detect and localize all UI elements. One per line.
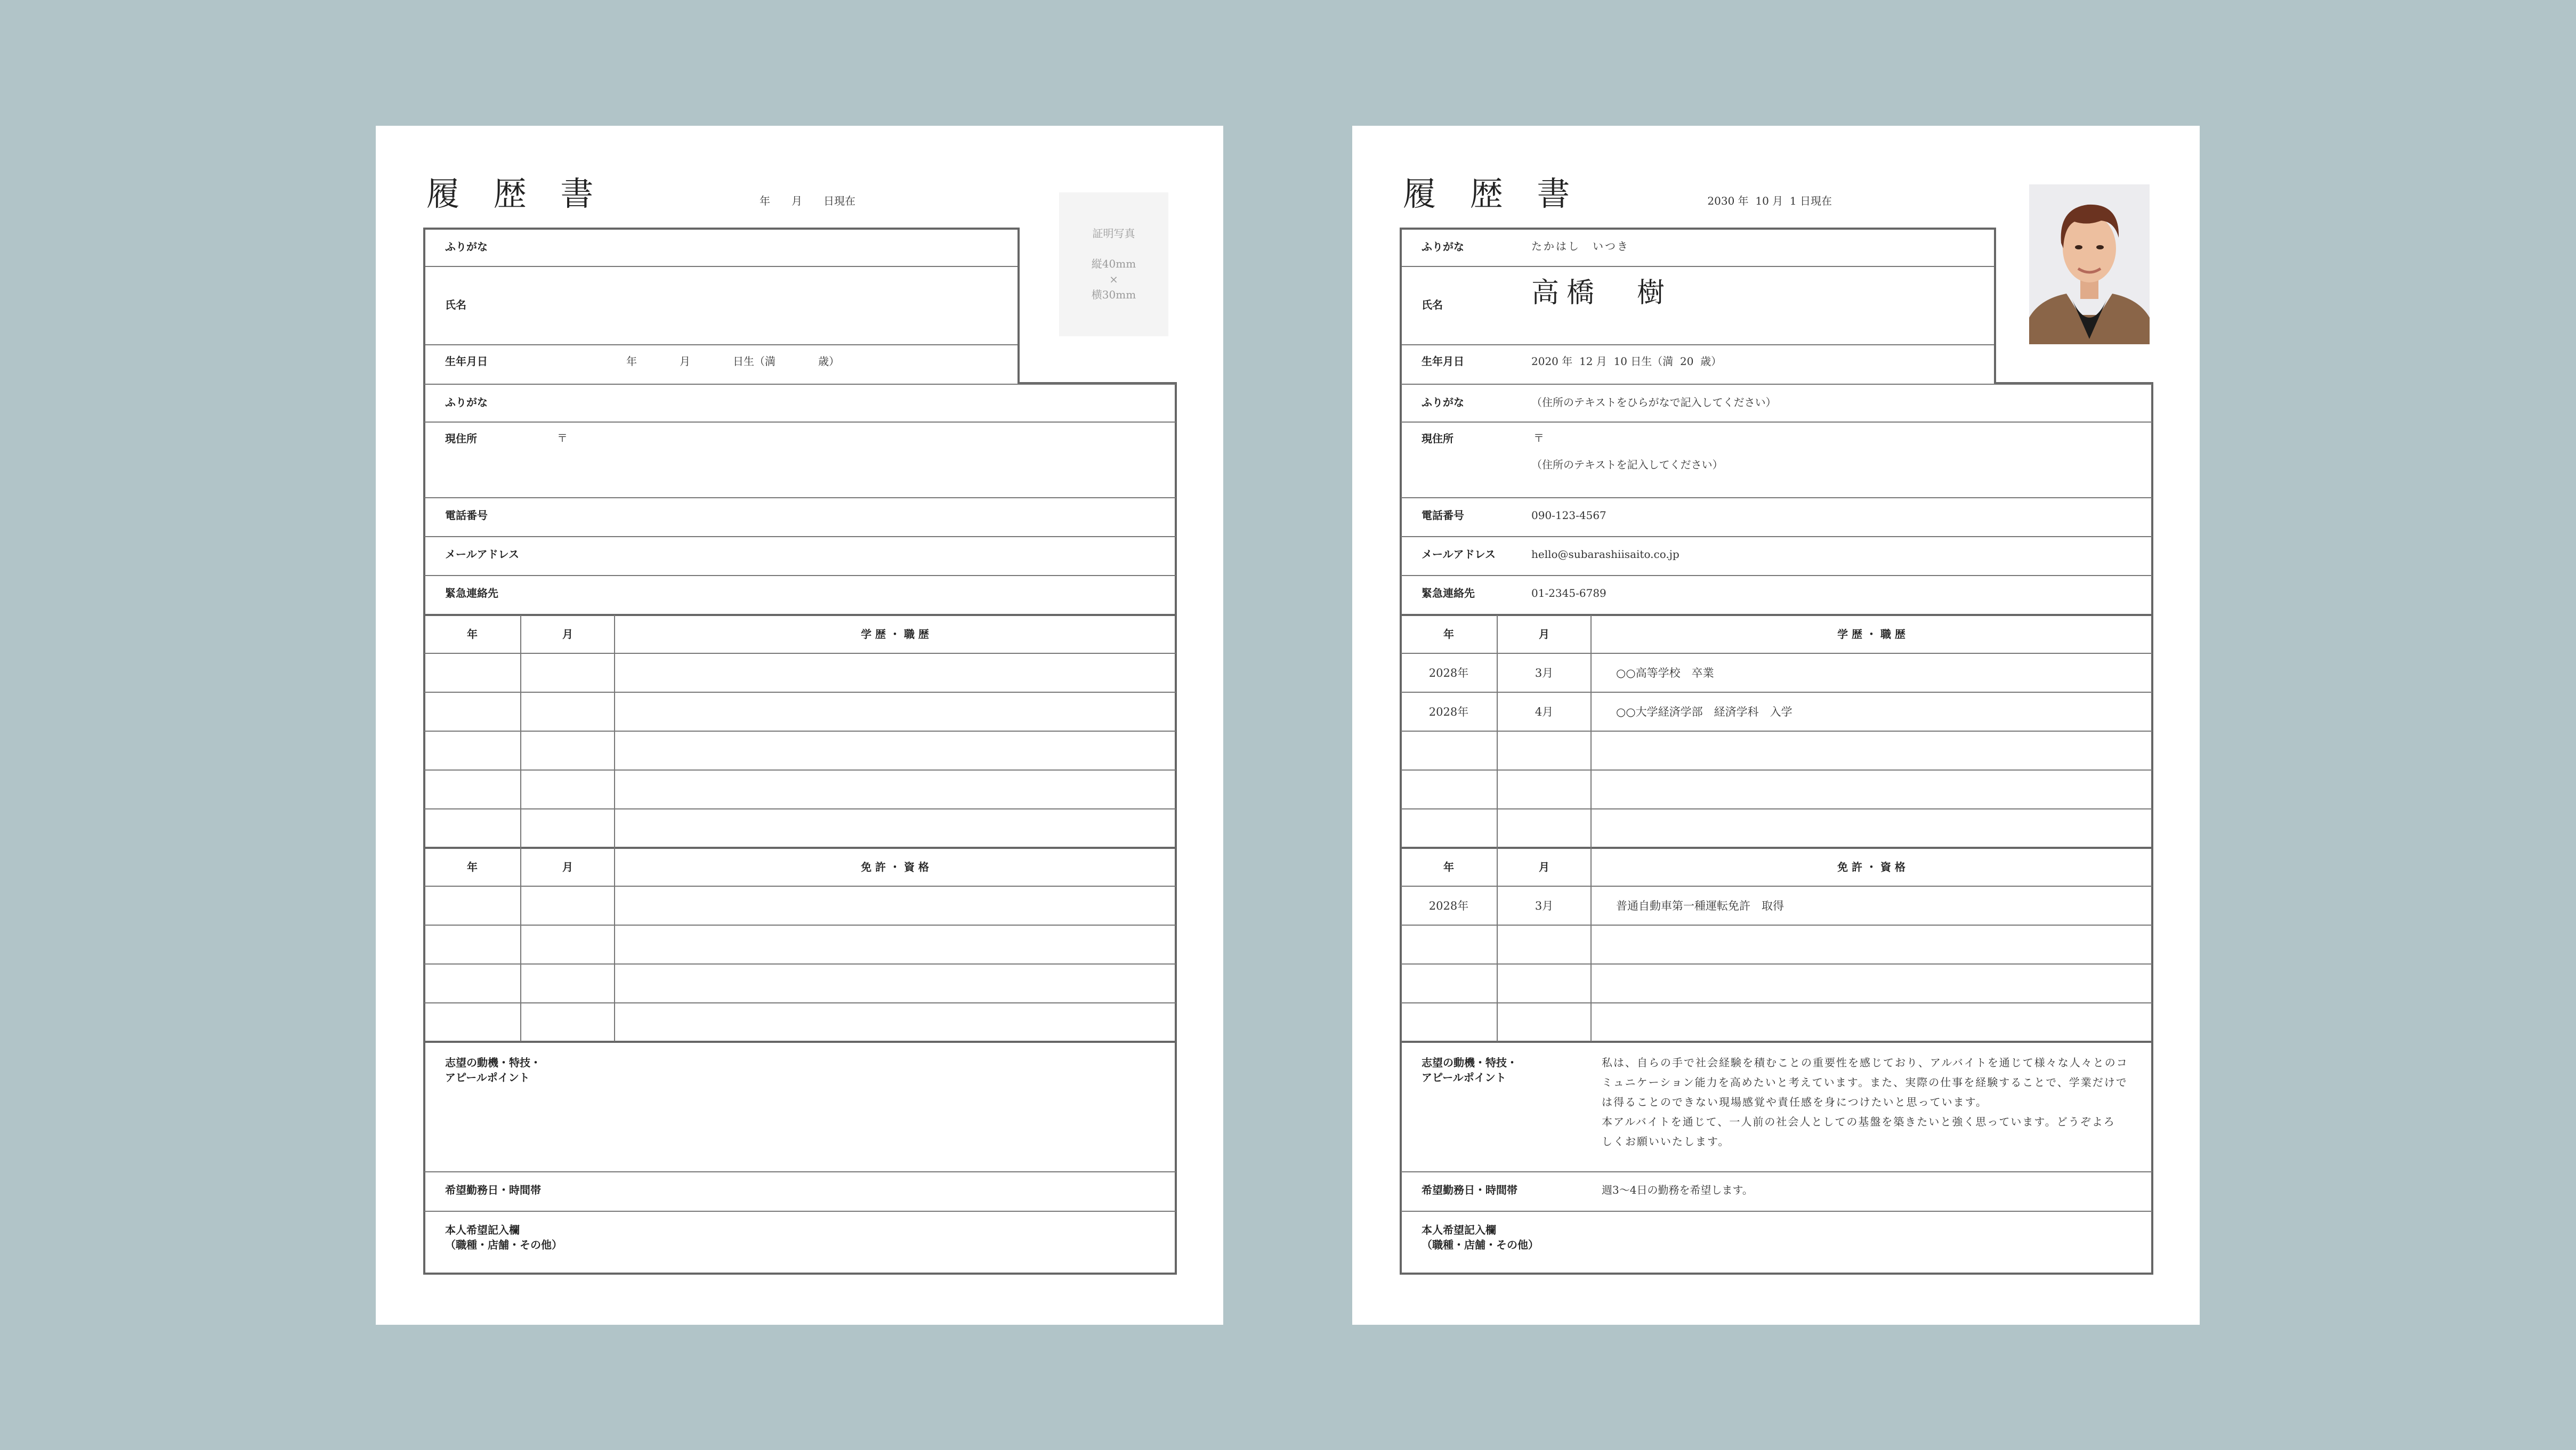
availability-label: 希望勤務日・時間帯 [445, 1184, 541, 1196]
motivation-line-5: しくお願いいたします。 [1602, 1135, 1730, 1148]
license-row-1-year: 2028年 [1428, 900, 1469, 912]
emergency-contact-label: 緊急連絡先 [1422, 587, 1475, 600]
furigana-label: ふりがな [1422, 240, 1464, 253]
education-year-header: 年 [1443, 628, 1454, 641]
phone-label: 電話番号 [1422, 509, 1464, 522]
license-month-header: 月 [562, 861, 573, 873]
postal-mark: 〒 [557, 432, 568, 444]
motivation-text [1602, 1053, 2128, 1152]
address-furigana-label: ふりがな [445, 396, 488, 409]
resume-sheet-filled [1352, 126, 2200, 1325]
motivation-label: 志望の動機・特技・ アピールポイント [1422, 1056, 1517, 1084]
phone-value: 090-123-4567 [1531, 509, 1606, 522]
birthdate-fields: 年 月 日生（満 歳） [626, 355, 839, 368]
furigana-label: ふりがな [445, 240, 488, 253]
name-value: 高橋 樹 [1531, 277, 1673, 309]
furigana-value: たかはし いつき [1531, 240, 1629, 253]
license-year-header: 年 [1443, 861, 1454, 873]
education-row-1-year: 2028年 [1428, 667, 1469, 679]
emergency-contact-label: 緊急連絡先 [445, 587, 498, 600]
name-label: 氏名 [445, 298, 466, 311]
license-row-1-text: 普通自動車第一種運転免許 取得 [1616, 900, 1784, 912]
education-month-header: 月 [562, 628, 573, 641]
address-label: 現住所 [445, 432, 477, 445]
license-header: 免 許 ・ 資 格 [861, 861, 929, 873]
education-row-2-text: ○○大学経済学部 経済学科 入学 [1616, 706, 1792, 718]
address-label: 現住所 [1422, 432, 1453, 445]
motivation-line-1: 私は、自らの手で社会経験を積むことの重要性を感じており、アルバイトを通じて様々な人々とのコ [1602, 1056, 2128, 1069]
email-value: hello@subarashiisaito.co.jp [1531, 548, 1679, 561]
resume-form [1352, 126, 2200, 1325]
name-label: 氏名 [1422, 298, 1443, 311]
license-row-1-month: 3月 [1535, 900, 1554, 912]
emergency-contact-value: 01-2345-6789 [1531, 587, 1606, 600]
address-furigana-value: （住所のテキストをひらがなで記入してください） [1531, 396, 1776, 409]
availability-value: 週3〜4日の勤務を希望します。 [1602, 1184, 1753, 1196]
address-furigana-label: ふりがな [1422, 396, 1464, 409]
education-month-header: 月 [1539, 628, 1549, 641]
wishes-label: 本人希望記入欄 （職種・店舗・その他） [1422, 1224, 1539, 1251]
birthdate-label: 生年月日 [1422, 355, 1464, 368]
date-label: 年 月 日現在 [760, 195, 855, 207]
education-year-header: 年 [467, 628, 478, 641]
motivation-line-4: 本アルバイトを通じて、一人前の社会人としての基盤を築きたいと強く思っています。どうぞよろ [1602, 1115, 2115, 1128]
birthdate-value: 2020 年 12 月 10 日生（満 20 歳） [1531, 355, 1722, 368]
photo-size-width: 横30mm [1091, 288, 1136, 301]
license-month-header: 月 [1539, 861, 1549, 873]
education-header: 学 歴 ・ 職 歴 [861, 628, 929, 641]
education-row-1-month: 3月 [1535, 667, 1554, 679]
education-header: 学 歴 ・ 職 歴 [1837, 628, 1905, 641]
photo-size-times: × [1109, 273, 1118, 286]
education-row-1-text: ○○高等学校 卒業 [1616, 667, 1714, 679]
postal-mark: 〒 [1533, 432, 1544, 444]
photo-size-height: 縦40mm [1091, 257, 1136, 270]
date-label: 2030 年 10 月 1 日現在 [1707, 195, 1832, 207]
license-header: 免 許 ・ 資 格 [1837, 861, 1905, 873]
resume-sheet-blank [376, 126, 1223, 1325]
email-label: メールアドレス [1422, 548, 1496, 561]
license-year-header: 年 [467, 861, 478, 873]
motivation-line-3: は得ることのできない現場感覚や責任感を身につけたいと思っています。 [1602, 1096, 1988, 1108]
phone-label: 電話番号 [445, 509, 488, 522]
page-title: 履 歴 書 [426, 174, 605, 213]
motivation-label: 志望の動機・特技・ アピールポイント [445, 1056, 541, 1084]
resume-form [376, 126, 1223, 1325]
availability-label: 希望勤務日・時間帯 [1422, 1184, 1517, 1196]
page-title: 履 歴 書 [1403, 174, 1582, 213]
motivation-line-2: ミュニケーション能力を高めたいと考えています。また、実際の仕事を経験することで、学業だけで [1602, 1076, 2128, 1089]
email-label: メールアドレス [445, 548, 519, 561]
address-value: （住所のテキストを記入してください） [1531, 458, 1723, 471]
education-row-2-year: 2028年 [1428, 706, 1469, 718]
education-row-2-month: 4月 [1535, 706, 1554, 718]
photo-placeholder-label: 証明写真 [1092, 227, 1135, 240]
birthdate-label: 生年月日 [445, 355, 488, 368]
wishes-label: 本人希望記入欄 （職種・店舗・その他） [445, 1224, 562, 1251]
